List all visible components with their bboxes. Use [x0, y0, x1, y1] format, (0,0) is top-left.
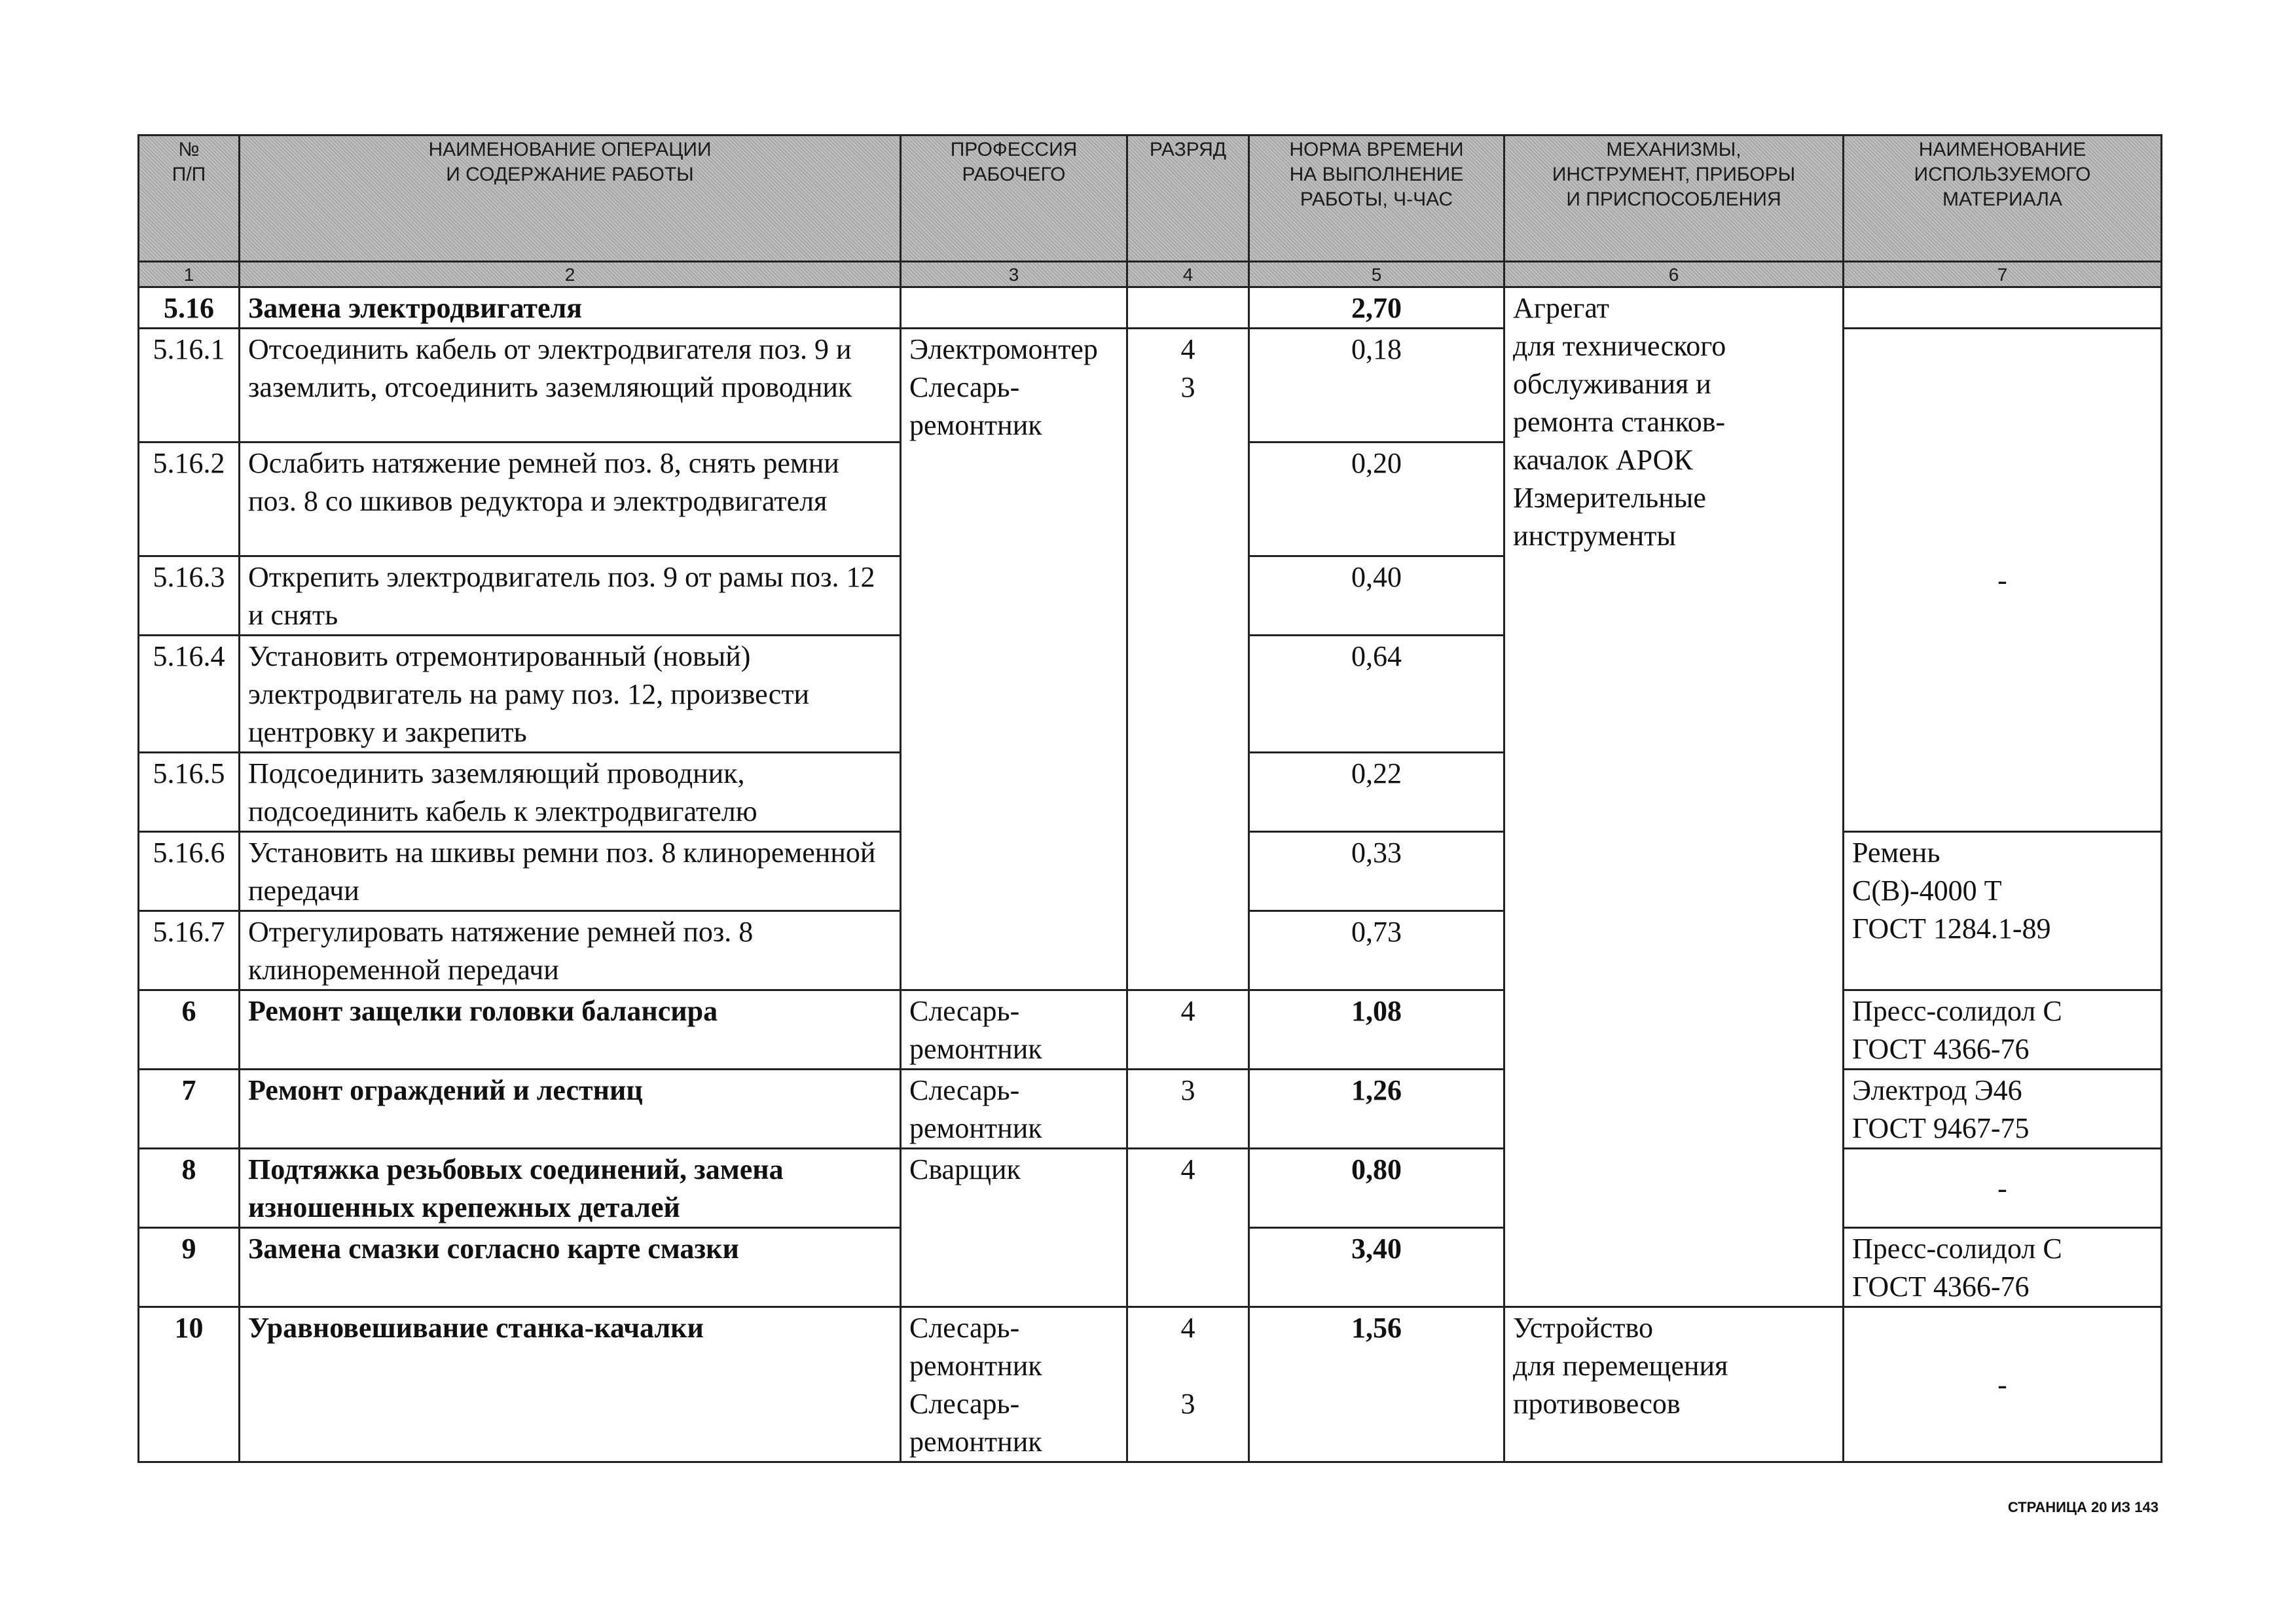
row-operation: Ремонт ограждений и лестниц — [240, 1070, 901, 1149]
row-time-norm: 2,70 — [1249, 287, 1504, 329]
work-norms-table — [137, 134, 2162, 1463]
row-profession: Слесарь- ремонтник Слесарь- ремонтник — [901, 1307, 1127, 1462]
row-operation: Установить отремонтированный (новый) электродвигатель на раму поз. 12, произвести центровку и закрепить — [240, 636, 901, 753]
row-grade: 4 — [1127, 990, 1249, 1070]
row-profession — [901, 287, 1127, 329]
table-row — [139, 1070, 2162, 1149]
row-num: 5.16.2 — [139, 442, 240, 556]
row-grade: 4 3 — [1127, 1307, 1249, 1462]
grade-cell: 4 — [1127, 1149, 1249, 1307]
row-material: - — [1844, 1307, 2162, 1462]
column-number: 6 — [1504, 262, 1844, 287]
row-operation: Подсоединить заземляющий проводник, подсоединить кабель к электродвигателю — [240, 753, 901, 832]
header-material: НАИМЕНОВАНИЕ ИСПОЛЬЗУЕМОГО МАТЕРИАЛА — [1844, 135, 2162, 262]
row-material: Пресс-солидол С ГОСТ 4366-76 — [1844, 990, 2162, 1070]
material-cell: - — [1844, 329, 2162, 832]
row-operation: Открепить электродвигатель поз. 9 от рамы поз. 12 и снять — [240, 556, 901, 636]
column-number: 2 — [240, 262, 901, 287]
row-time-norm: 0,40 — [1249, 556, 1504, 636]
row-num: 5.16.7 — [139, 911, 240, 990]
row-operation: Замена смазки согласно карте смазки — [240, 1228, 901, 1307]
row-grade — [1127, 287, 1249, 329]
row-time-norm: 1,56 — [1249, 1307, 1504, 1462]
row-num: 5.16.1 — [139, 329, 240, 442]
row-grade: 3 — [1127, 1070, 1249, 1149]
header-grade: РАЗРЯД — [1127, 135, 1249, 262]
tools-cell: Агрегат для технического обслуживания и ремонта станков- качалок АРОК Измерительные инструменты — [1504, 287, 1844, 1307]
row-num: 5.16.6 — [139, 832, 240, 911]
row-num: 5.16.4 — [139, 636, 240, 753]
row-time-norm: 1,08 — [1249, 990, 1504, 1070]
row-time-norm: 0,22 — [1249, 753, 1504, 832]
table-row — [139, 1149, 2162, 1228]
profession-cell: Сварщик — [901, 1149, 1127, 1307]
header-number-row — [139, 262, 2162, 287]
row-time-norm: 0,33 — [1249, 832, 1504, 911]
table-row — [139, 990, 2162, 1070]
row-time-norm: 3,40 — [1249, 1228, 1504, 1307]
row-profession: Слесарь- ремонтник — [901, 1070, 1127, 1149]
row-material — [1844, 287, 2162, 329]
row-time-norm: 0,73 — [1249, 911, 1504, 990]
table-row — [139, 287, 2162, 329]
header-row — [139, 135, 2162, 262]
row-operation: Уравновешивание станка-качалки — [240, 1307, 901, 1462]
material-cell: Ремень С(В)-4000 Т ГОСТ 1284.1-89 — [1844, 832, 2162, 990]
row-material: Пресс-солидол С ГОСТ 4366-76 — [1844, 1228, 2162, 1307]
row-time-norm: 0,80 — [1249, 1149, 1504, 1228]
row-num: 10 — [139, 1307, 240, 1462]
work-table-sheet — [137, 134, 2160, 1463]
table-row — [139, 1307, 2162, 1462]
column-number: 4 — [1127, 262, 1249, 287]
row-operation: Замена электродвигателя — [240, 287, 901, 329]
page-number: СТРАНИЦА 20 ИЗ 143 — [2007, 1499, 2159, 1515]
column-number: 1 — [139, 262, 240, 287]
row-profession: Слесарь- ремонтник — [901, 990, 1127, 1070]
column-number: 7 — [1844, 262, 2162, 287]
header-tools: МЕХАНИЗМЫ, ИНСТРУМЕНТ, ПРИБОРЫ И ПРИСПОСОБЛЕНИЯ — [1504, 135, 1844, 262]
row-num: 8 — [139, 1149, 240, 1228]
header-time-norm: НОРМА ВРЕМЕНИ НА ВЫПОЛНЕНИЕ РАБОТЫ, Ч-ЧАС — [1249, 135, 1504, 262]
row-time-norm: 1,26 — [1249, 1070, 1504, 1149]
profession-cell: Электромонтер Слесарь- ремонтник — [901, 329, 1127, 990]
row-num: 5.16 — [139, 287, 240, 329]
row-time-norm: 0,20 — [1249, 442, 1504, 556]
row-num: 6 — [139, 990, 240, 1070]
header-operation: НАИМЕНОВАНИЕ ОПЕРАЦИИ И СОДЕРЖАНИЕ РАБОТЫ — [240, 135, 901, 262]
row-material: Электрод Э46 ГОСТ 9467-75 — [1844, 1070, 2162, 1149]
grade-cell: 4 3 — [1127, 329, 1249, 990]
header-num: № П/П — [139, 135, 240, 262]
row-num: 7 — [139, 1070, 240, 1149]
column-number: 5 — [1249, 262, 1504, 287]
row-operation: Ремонт защелки головки балансира — [240, 990, 901, 1070]
row-num: 5.16.3 — [139, 556, 240, 636]
row-operation: Подтяжка резьбовых соединений, замена изношенных крепежных деталей — [240, 1149, 901, 1228]
row-num: 9 — [139, 1228, 240, 1307]
row-operation: Отсоединить кабель от электродвигателя поз. 9 и заземлить, отсоединить заземляющий проводник — [240, 329, 901, 442]
header-profession: ПРОФЕССИЯ РАБОЧЕГО — [901, 135, 1127, 262]
row-operation: Отрегулировать натяжение ремней поз. 8 клиноременной передачи — [240, 911, 901, 990]
row-time-norm: 0,18 — [1249, 329, 1504, 442]
column-number: 3 — [901, 262, 1127, 287]
row-tools: Устройство для перемещения противовесов — [1504, 1307, 1844, 1462]
row-num: 5.16.5 — [139, 753, 240, 832]
row-operation: Ослабить натяжение ремней поз. 8, снять ремни поз. 8 со шкивов редуктора и электродвигателя — [240, 442, 901, 556]
row-operation: Установить на шкивы ремни поз. 8 клиноременной передачи — [240, 832, 901, 911]
row-material: - — [1844, 1149, 2162, 1228]
table-row — [139, 329, 2162, 442]
row-time-norm: 0,64 — [1249, 636, 1504, 753]
